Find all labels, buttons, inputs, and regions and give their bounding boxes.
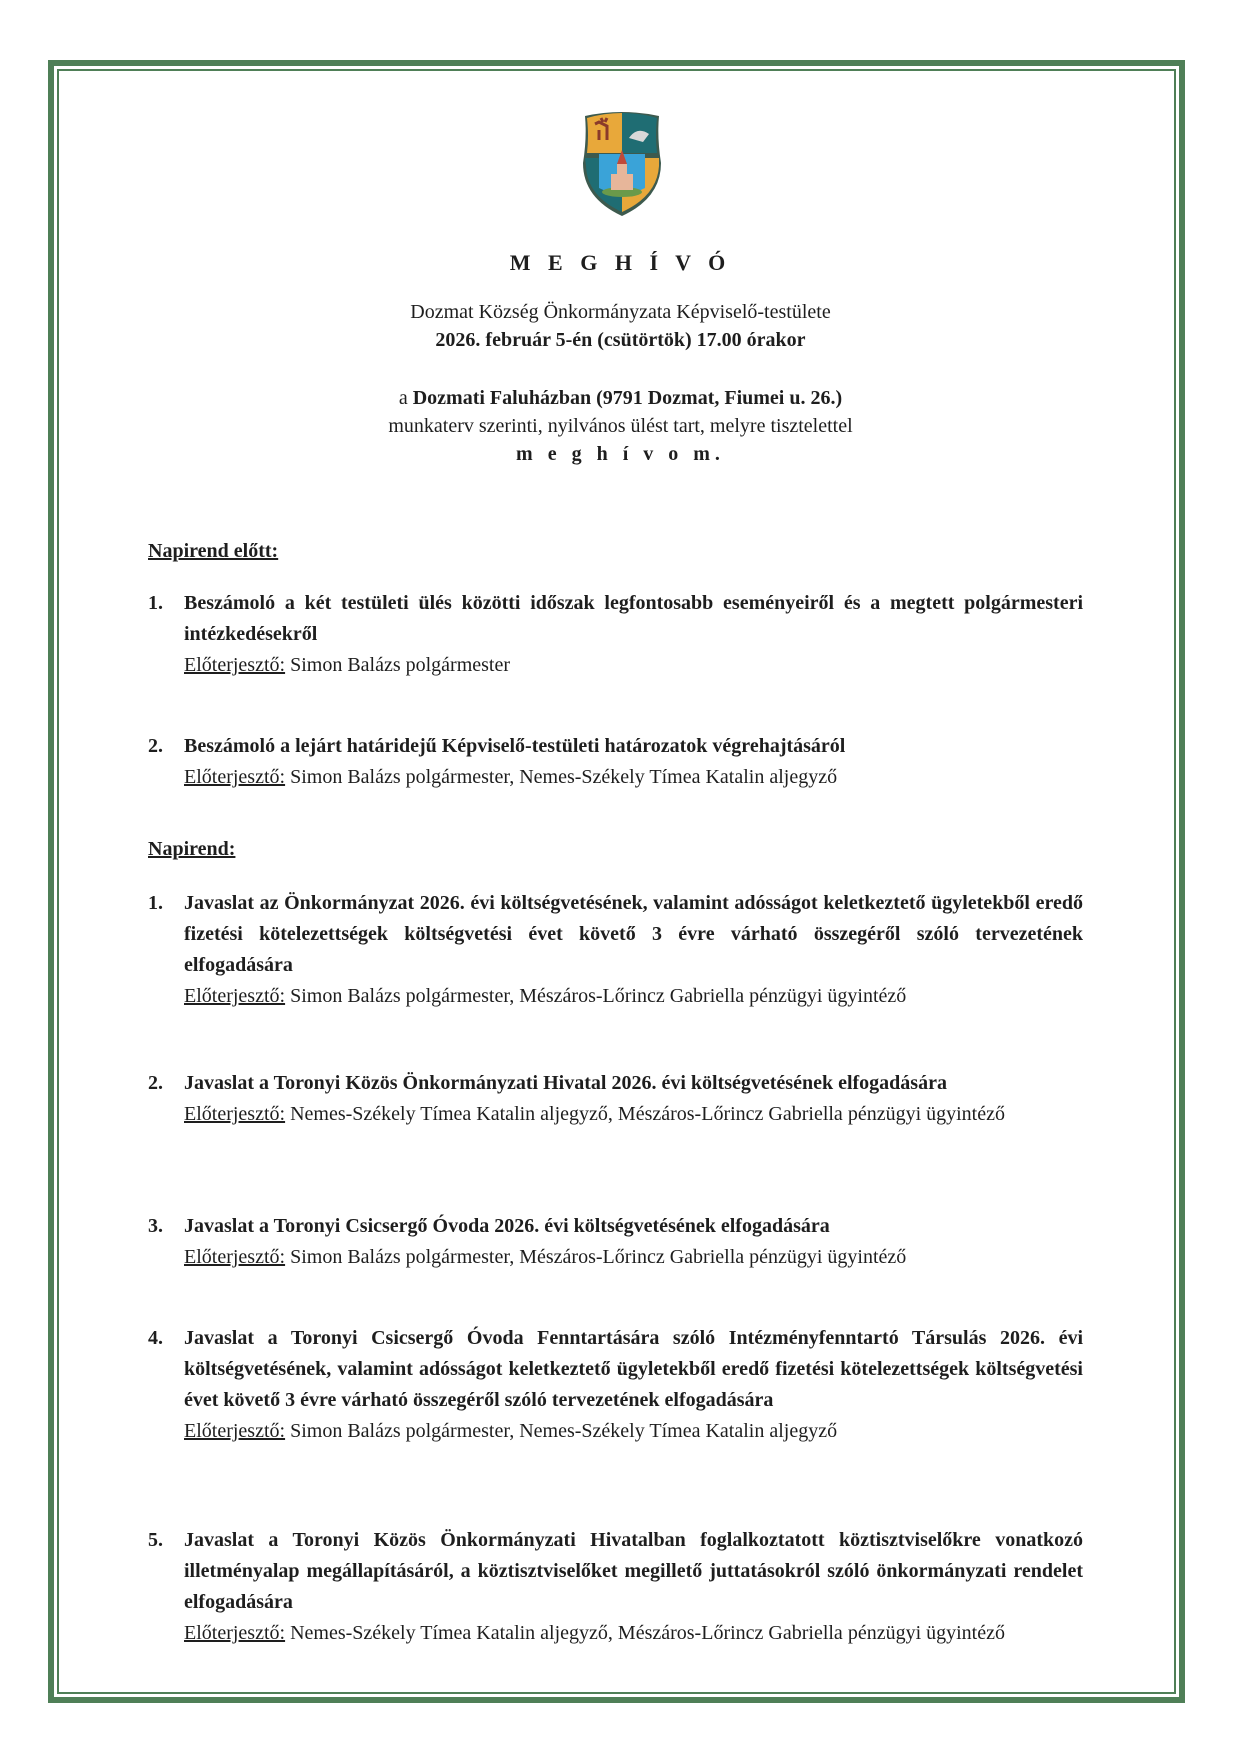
presenter-label: Előterjesztő: bbox=[184, 1420, 286, 1442]
agenda-item-presenter bbox=[184, 650, 1083, 681]
agenda-item-heading: Javaslat a Toronyi Csicsergő Óvoda Fenntartására szóló Intézményfenntartó Társulás 2026. évi költségvetésének, valamint adósságot keletkeztető ügyletekből eredő fizetési kötelezettségek költségvetési évet követő 3 évre várható összegéről szóló tervezetének elfogadására bbox=[184, 1327, 1083, 1411]
agenda-item-number: 1. bbox=[148, 592, 163, 614]
presenter-name: Nemes-Székely Tímea Katalin aljegyző, Mészáros-Lőrincz Gabriella pénzügyi ügyintéző bbox=[290, 1622, 1005, 1644]
coat-of-arms-icon bbox=[577, 108, 667, 218]
agenda-item-heading: Javaslat az Önkormányzat 2026. évi költségvetésének, valamint adósságot keletkeztető ügyletekből eredő fizetési kötelezettségek költségvetési évet követő 3 évre várható összegéről szóló tervezetének elfogadására bbox=[184, 892, 1083, 976]
presenter-label: Előterjesztő: bbox=[184, 766, 286, 788]
agenda-item bbox=[148, 1068, 1083, 1130]
meeting-date: 2026. február 5-én (csütörtök) 17.00 órakor bbox=[435, 329, 806, 351]
section-heading-pre-agenda: Napirend előtt: bbox=[148, 540, 279, 562]
agenda-item-heading: Javaslat a Toronyi Közös Önkormányzati Hivatalban foglalkoztatott köztisztviselőkre vonatkozó illetményalap megállapításáról, a köztisztviselőket megillető juttatásokról szóló önkormányzati rendelet elfogadására bbox=[184, 1529, 1083, 1613]
agenda-item bbox=[148, 1525, 1083, 1649]
presenter-name: Simon Balázs polgármester, Mészáros-Lőrincz Gabriella pénzügyi ügyintéző bbox=[290, 985, 907, 1007]
agenda-item-presenter bbox=[184, 762, 1083, 793]
presenter-name: Simon Balázs polgármester bbox=[290, 654, 511, 676]
presenter-label: Előterjesztő: bbox=[184, 1622, 286, 1644]
agenda-item bbox=[148, 588, 1083, 681]
presenter-name: Nemes-Székely Tímea Katalin aljegyző, Mészáros-Lőrincz Gabriella pénzügyi ügyintéző bbox=[290, 1103, 1005, 1125]
agenda-item-number: 2. bbox=[148, 735, 163, 757]
invitation-closing: m e g h í v o m. bbox=[516, 443, 725, 465]
agenda-item-heading: Beszámoló a lejárt határidejű Képviselő-testületi határozatok végrehajtásáról bbox=[184, 735, 846, 757]
agenda-item-heading: Javaslat a Toronyi Közös Önkormányzati Hivatal 2026. évi költségvetésének elfogadására bbox=[184, 1072, 947, 1094]
presenter-label: Előterjesztő: bbox=[184, 1246, 286, 1268]
agenda-item-heading: Javaslat a Toronyi Csicsergő Óvoda 2026. évi költségvetésének elfogadására bbox=[184, 1215, 830, 1237]
agenda-item bbox=[148, 1211, 1083, 1273]
agenda-item-presenter bbox=[184, 1242, 1083, 1273]
agenda-item-presenter bbox=[184, 981, 1083, 1012]
agenda-item bbox=[148, 888, 1083, 1012]
invitation-body-line: Dozmat Község Önkormányzata Képviselő-testülete bbox=[410, 301, 831, 323]
presenter-name: Simon Balázs polgármester, Nemes-Székely Tímea Katalin aljegyző bbox=[290, 766, 838, 788]
agenda-item-presenter bbox=[184, 1416, 1083, 1447]
agenda-item-number: 4. bbox=[148, 1327, 163, 1349]
agenda-item-presenter bbox=[184, 1618, 1083, 1649]
agenda-item-number: 2. bbox=[148, 1072, 163, 1094]
presenter-name: Simon Balázs polgármester, Mészáros-Lőrincz Gabriella pénzügyi ügyintéző bbox=[290, 1246, 907, 1268]
agenda-item bbox=[148, 731, 1083, 793]
meeting-venue bbox=[0, 384, 1241, 412]
presenter-label: Előterjesztő: bbox=[184, 985, 286, 1007]
agenda-item-heading: Beszámoló a két testületi ülés közötti időszak legfontosabb eseményeiről és a megtett polgármesteri intézkedésekről bbox=[184, 592, 1083, 645]
invitation-body-line: munkaterv szerinti, nyilvános ülést tart, melyre tisztelettel bbox=[388, 415, 853, 437]
agenda-item-number: 1. bbox=[148, 892, 163, 914]
agenda-item bbox=[148, 1323, 1083, 1447]
agenda-item-presenter bbox=[184, 1099, 1083, 1130]
presenter-label: Előterjesztő: bbox=[184, 654, 286, 676]
agenda-item-number: 3. bbox=[148, 1215, 163, 1237]
venue-prefix: a bbox=[398, 387, 413, 409]
venue-address: Dozmati Faluházban (9791 Dozmat, Fiumei u. 26.) bbox=[412, 387, 843, 409]
agenda-item-number: 5. bbox=[148, 1529, 163, 1551]
presenter-label: Előterjesztő: bbox=[184, 1103, 286, 1125]
presenter-name: Simon Balázs polgármester, Nemes-Székely Tímea Katalin aljegyző bbox=[290, 1420, 838, 1442]
section-heading-agenda: Napirend: bbox=[148, 838, 236, 860]
document-title: M E G H Í V Ó bbox=[509, 250, 732, 275]
